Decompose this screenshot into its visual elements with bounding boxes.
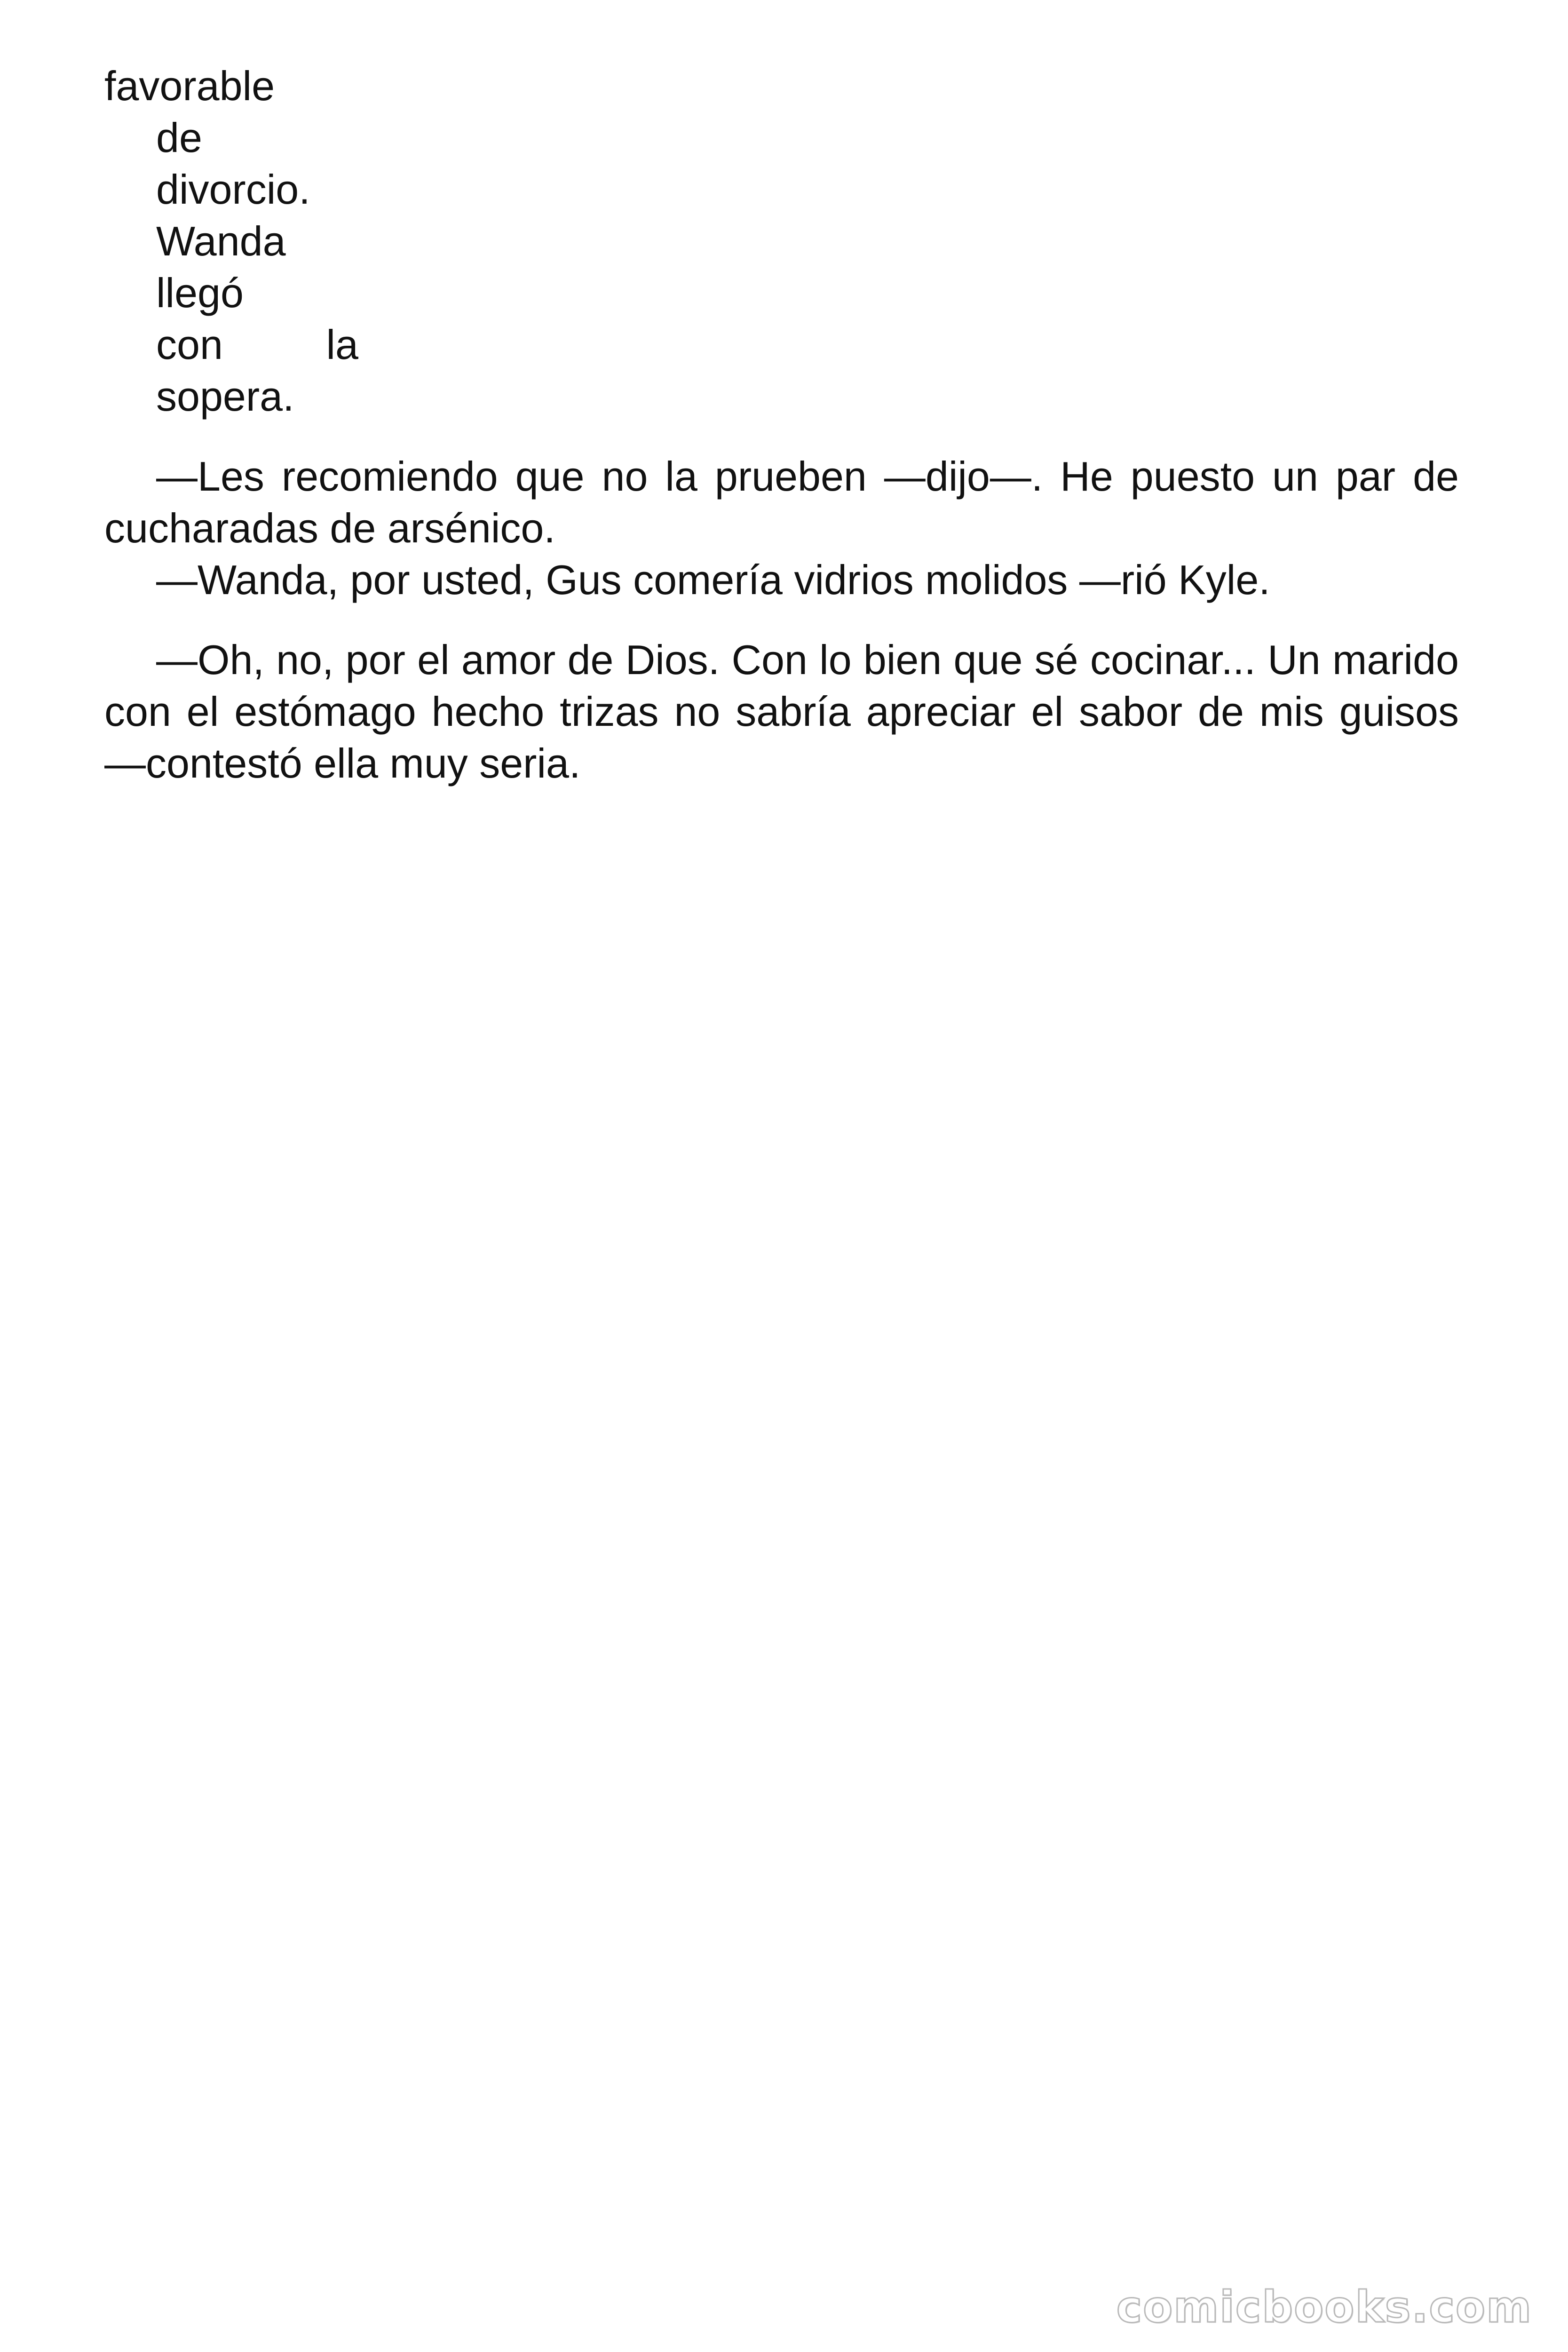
dialogue-paragraph: —Wanda, por usted, Gus comería vidrios molidos —rió Kyle. xyxy=(156,556,1270,603)
text-word: con xyxy=(156,321,223,368)
text-line: llegó xyxy=(156,270,244,316)
text-line: favorable xyxy=(104,63,275,109)
watermark-logo: comicbooks.com xyxy=(1116,2282,1532,2332)
dialogue-paragraph: —Oh, no, por el amor de Dios. Con lo bien que sé cocinar... Un marido con el estómago hecho trizas no sabría apreciar el sabor de mis guisos —contestó ella muy seria. xyxy=(104,636,1459,787)
body-text xyxy=(104,60,1459,789)
text-line: de xyxy=(156,114,202,161)
text-line: Wanda xyxy=(156,218,286,264)
text-line: divorcio. xyxy=(156,166,310,213)
text-line xyxy=(104,319,358,371)
dialogue-paragraph: —Les recomiendo que no la prueben —dijo—. He puesto un par de cucharadas de arsénico. xyxy=(104,453,1459,551)
narrow-column-text xyxy=(104,60,358,422)
text-word: la xyxy=(326,321,358,368)
text-line: sopera. xyxy=(156,373,294,420)
